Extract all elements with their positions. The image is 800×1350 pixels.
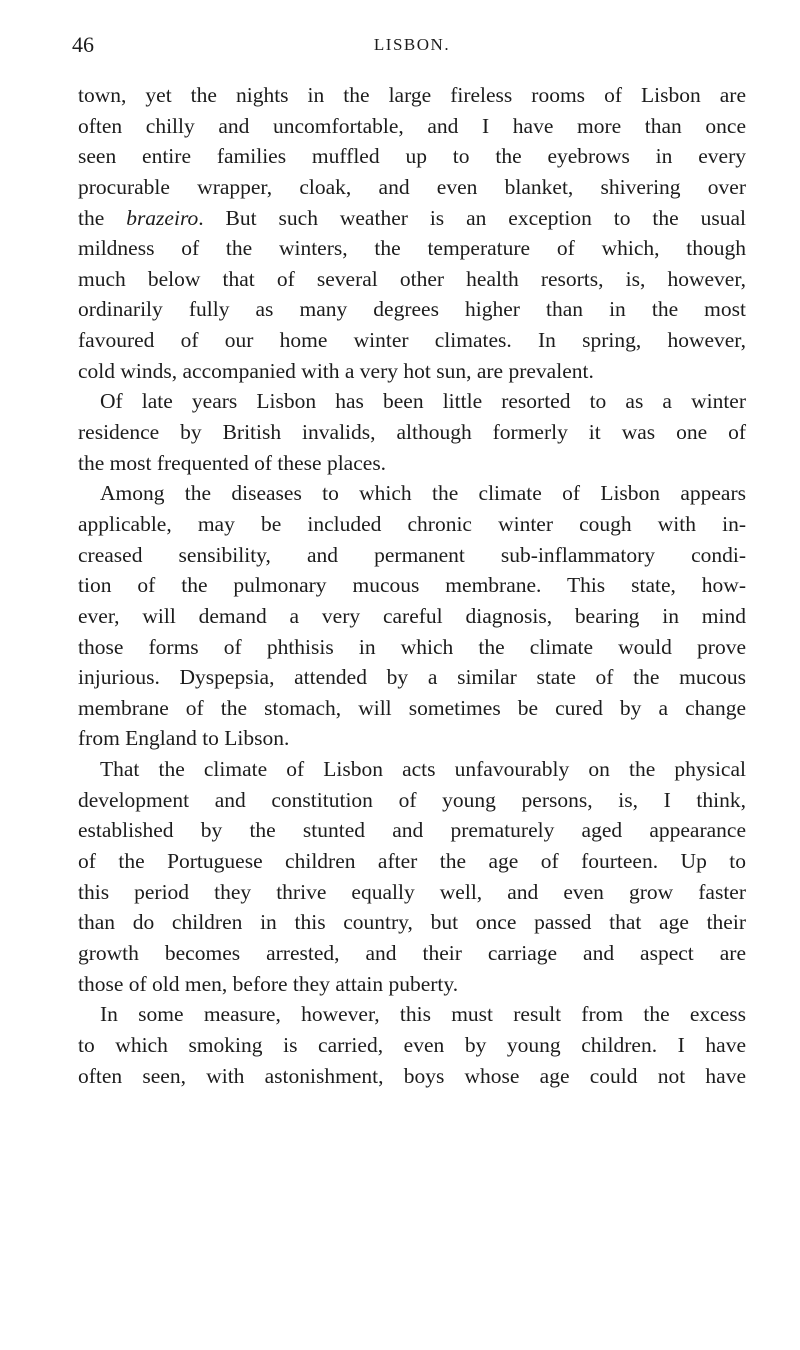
text-line: this period they thrive equally well, and even grow faster (78, 879, 746, 904)
text-line: town, yet the nights in the large fireless rooms of Lisbon are (78, 83, 746, 107)
text-line: ever, will demand a very careful diagnosis, bearing in mind (78, 603, 746, 628)
text-fragment: . But such weather is an exception to the usual (198, 205, 746, 230)
text-line: injurious. Dyspepsia, attended by a similar state of the mucous (78, 665, 746, 690)
text-line: cold winds, accompanied with a very hot sun, are prevalent. (78, 358, 594, 383)
text-line: much below that of several other health resorts, is, however, (78, 266, 746, 291)
text-line: to which smoking is carried, even by young children. I have (78, 1032, 746, 1057)
text-line: applicable, may be included chronic winter cough with in- (78, 511, 746, 536)
text-fragment: the (78, 205, 127, 230)
text-line: tion of the pulmonary mucous membrane. This state, how- (78, 573, 746, 598)
text-line: Of late years Lisbon has been little resorted to as a winter (100, 389, 746, 414)
page-number: 46 (72, 32, 94, 57)
text-line: ordinarily fully as many degrees higher than in the most (78, 297, 746, 322)
text-line: than do children in this country, but once passed that age their (78, 910, 746, 935)
running-title: LISBON. (373, 35, 451, 54)
text-line: those forms of phthisis in which the climate would prove (78, 634, 746, 659)
text-line: growth becomes arrested, and their carriage and aspect are (78, 940, 746, 965)
text-line: mildness of the winters, the temperature of which, though (78, 236, 746, 261)
text-line: favoured of our home winter climates. In spring, however, (78, 328, 746, 353)
text-line: membrane of the stomach, will sometimes be cured by a change (78, 695, 746, 720)
text-line: those of old men, before they attain puberty. (78, 971, 459, 996)
text-line: often chilly and uncomfortable, and I have more than once (78, 113, 746, 138)
text-line: development and constitution of young persons, is, I think, (78, 787, 746, 812)
text-line: seen entire families muffled up to the eyebrows in every (78, 144, 746, 169)
text-line: Among the diseases to which the climate of Lisbon appears (100, 481, 746, 506)
italic-term: brazeiro (126, 205, 199, 230)
text-line: procurable wrapper, cloak, and even blanket, shivering over (78, 174, 746, 199)
text-line: often seen, with astonishment, boys whose age could not have (78, 1063, 746, 1088)
text-line: the most frequented of these places. (78, 450, 387, 475)
text-line: established by the stunted and prematurely aged appearance (78, 818, 746, 843)
text-line: of the Portuguese children after the age of fourteen. Up to (78, 849, 746, 874)
text-line: residence by British invalids, although formerly it was one of (78, 420, 746, 445)
book-page (72, 22, 746, 1091)
text-line: creased sensibility, and permanent sub-inflammatory condi- (78, 542, 746, 567)
text-line: That the climate of Lisbon acts unfavourably on the physical (100, 757, 746, 782)
text-line: In some measure, however, this must result from the excess (100, 1002, 746, 1027)
running-head (72, 22, 746, 66)
text-line: from England to Libson. (78, 726, 290, 751)
text-line (78, 203, 746, 234)
body-text (78, 80, 746, 1091)
